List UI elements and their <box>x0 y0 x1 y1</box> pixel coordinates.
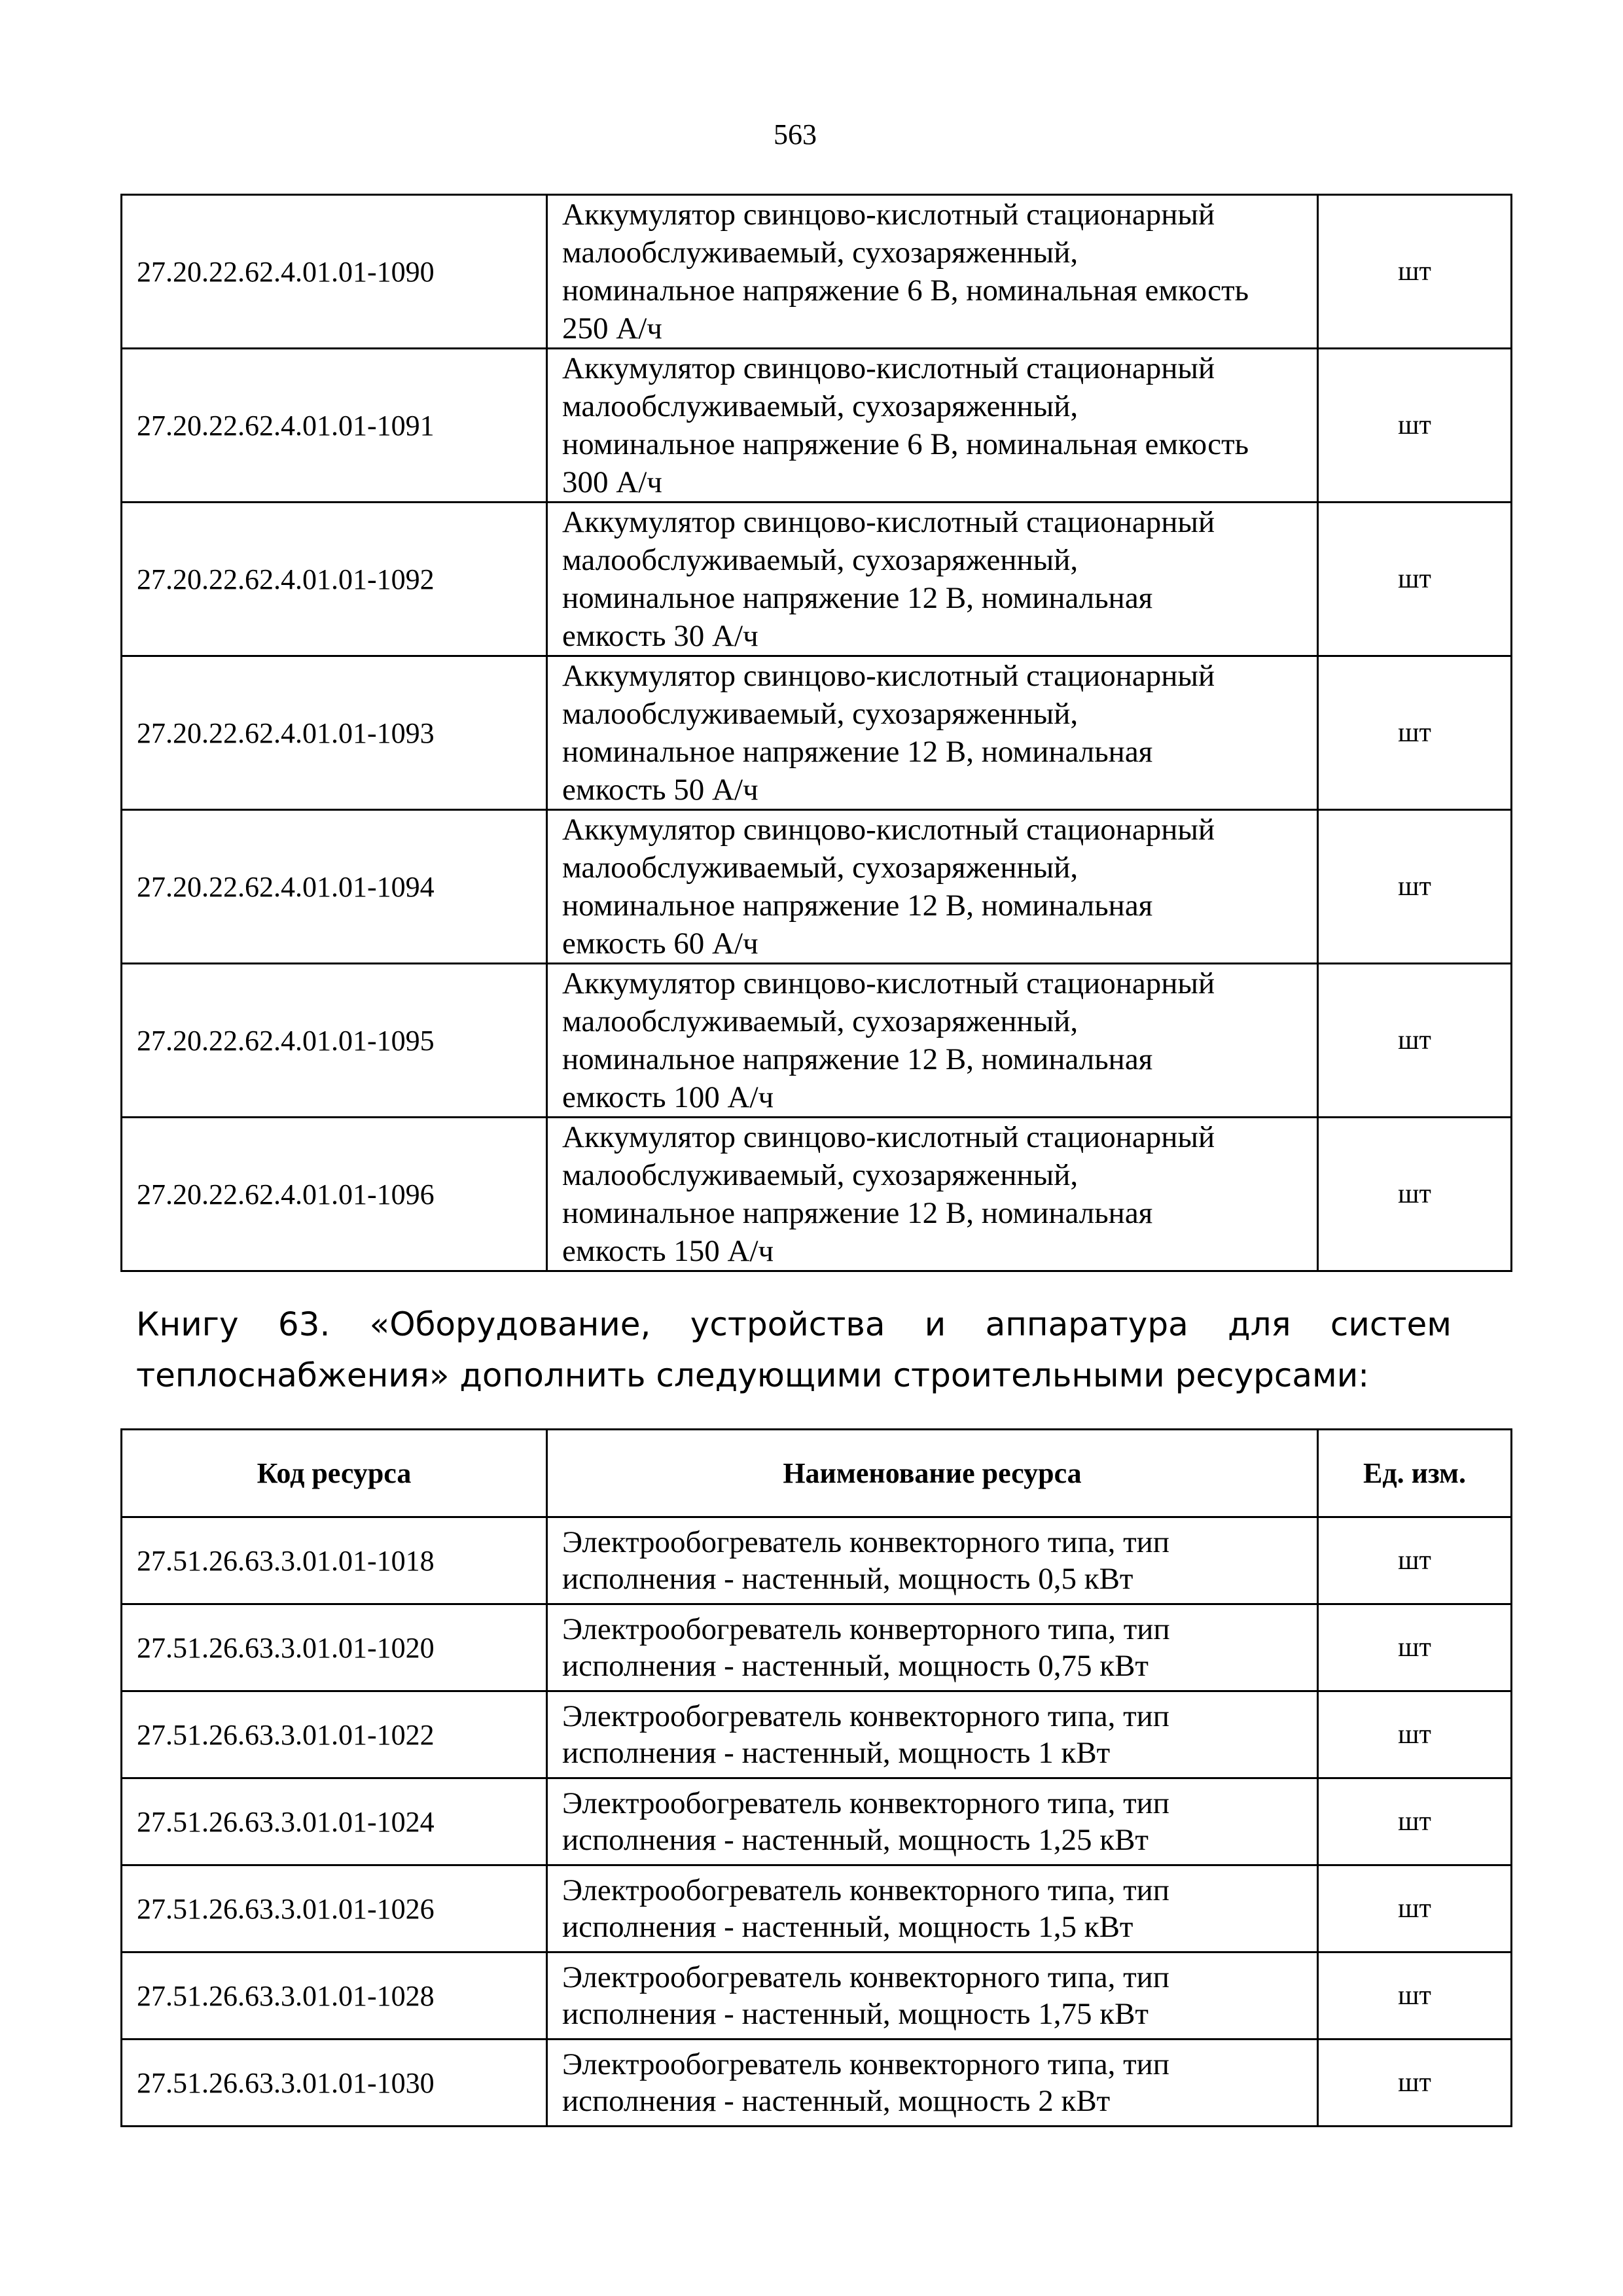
table-row <box>122 810 1512 964</box>
resource-name-line: номинальное напряжение 12 В, номинальная <box>562 1042 1153 1076</box>
resource-name-line: Аккумулятор свинцово-кислотный стационарный <box>562 813 1215 847</box>
header-resource-code: Код ресурса <box>122 1430 547 1517</box>
resource-name-cell <box>547 810 1318 964</box>
resource-code-cell: 27.51.26.63.3.01.01-1026 <box>122 1865 547 1952</box>
resource-name-line: малообслуживаемый, сухозаряженный, <box>562 1158 1079 1192</box>
resource-code-cell: 27.20.22.62.4.01.01-1094 <box>122 810 547 964</box>
resource-name-line: Электрообогреватель конвекторного типа, тип <box>562 1873 1169 1907</box>
resource-name-line: емкость 100 А/ч <box>562 1080 774 1114</box>
resource-name-line: Электрообогреватель конвекторного типа, тип <box>562 1786 1169 1820</box>
header-unit: Ед. изм. <box>1318 1430 1512 1517</box>
resource-code-cell: 27.20.22.62.4.01.01-1091 <box>122 349 547 503</box>
book-63-instruction <box>136 1299 1452 1401</box>
resource-name-cell <box>547 1118 1318 1271</box>
unit-cell: шт <box>1318 1778 1512 1865</box>
resource-code-cell: 27.20.22.62.4.01.01-1096 <box>122 1118 547 1271</box>
resource-name-line: номинальное напряжение 12 В, номинальная <box>562 889 1153 923</box>
resource-name-cell <box>547 1778 1318 1865</box>
resource-name-line: исполнения - настенный, мощность 1,25 кВт <box>562 1823 1149 1857</box>
resource-name-line: 250 А/ч <box>562 311 662 345</box>
resources-table-book-63 <box>120 1428 1512 2127</box>
resource-name-line: исполнения - настенный, мощность 1,5 кВт <box>562 1910 1133 1944</box>
table-row <box>122 1952 1512 2040</box>
resource-name-line: Аккумулятор свинцово-кислотный стационарный <box>562 351 1215 385</box>
resource-code-cell: 27.20.22.62.4.01.01-1095 <box>122 964 547 1118</box>
resource-name-line: Электрообогреватель конвекторного типа, тип <box>562 2047 1169 2081</box>
resource-name-cell <box>547 964 1318 1118</box>
book-63-instruction-line1: Книгу 63. «Оборудование, устройства и аппаратура для систем <box>136 1305 1452 1343</box>
resource-name-line: малообслуживаемый, сухозаряженный, <box>562 543 1079 577</box>
resource-name-line: малообслуживаемый, сухозаряженный, <box>562 851 1079 885</box>
table-row <box>122 1118 1512 1271</box>
table-row <box>122 503 1512 656</box>
resource-code-cell: 27.20.22.62.4.01.01-1093 <box>122 656 547 810</box>
resource-name-cell <box>547 503 1318 656</box>
resource-name-line: Аккумулятор свинцово-кислотный стационарный <box>562 659 1215 693</box>
unit-cell: шт <box>1318 1604 1512 1691</box>
table-row <box>122 1517 1512 1604</box>
resource-name-line: 300 А/ч <box>562 465 662 499</box>
resource-name-line: номинальное напряжение 12 В, номинальная <box>562 1196 1153 1230</box>
resource-name-line: исполнения - настенный, мощность 2 кВт <box>562 2084 1111 2118</box>
resource-name-line: емкость 150 А/ч <box>562 1234 774 1268</box>
unit-cell: шт <box>1318 810 1512 964</box>
resource-name-line: малообслуживаемый, сухозаряженный, <box>562 697 1079 731</box>
unit-cell: шт <box>1318 503 1512 656</box>
unit-cell: шт <box>1318 195 1512 349</box>
resource-name-line: емкость 50 А/ч <box>562 773 758 807</box>
resource-name-line: номинальное напряжение 12 В, номинальная <box>562 735 1153 769</box>
resource-name-line: Электрообогреватель конверторного типа, тип <box>562 1612 1170 1646</box>
resource-name-cell <box>547 195 1318 349</box>
resource-name-line: емкость 60 А/ч <box>562 927 758 961</box>
resource-code-cell: 27.51.26.63.3.01.01-1018 <box>122 1517 547 1604</box>
table-row <box>122 1865 1512 1952</box>
table-row <box>122 1778 1512 1865</box>
resource-name-line: исполнения - настенный, мощность 0,75 кВт <box>562 1649 1149 1683</box>
table-row <box>122 349 1512 503</box>
resource-code-cell: 27.51.26.63.3.01.01-1030 <box>122 2040 547 2127</box>
resource-name-line: исполнения - настенный, мощность 1 кВт <box>562 1736 1111 1770</box>
table-header-row <box>122 1430 1512 1517</box>
resource-code-cell: 27.51.26.63.3.01.01-1020 <box>122 1604 547 1691</box>
resource-name-line: малообслуживаемый, сухозаряженный, <box>562 1004 1079 1038</box>
resource-code-cell: 27.51.26.63.3.01.01-1024 <box>122 1778 547 1865</box>
resource-name-line: малообслуживаемый, сухозаряженный, <box>562 389 1079 423</box>
resource-code-cell: 27.20.22.62.4.01.01-1090 <box>122 195 547 349</box>
unit-cell: шт <box>1318 1691 1512 1778</box>
resource-name-cell <box>547 349 1318 503</box>
resource-name-line: Электрообогреватель конвекторного типа, тип <box>562 1960 1169 1994</box>
resource-name-line: Электрообогреватель конвекторного типа, тип <box>562 1525 1169 1559</box>
table-row <box>122 195 1512 349</box>
resource-name-cell <box>547 1865 1318 1952</box>
page-number: 563 <box>774 118 817 150</box>
unit-cell: шт <box>1318 2040 1512 2127</box>
resource-name-line: номинальное напряжение 6 В, номинальная емкость <box>562 274 1249 308</box>
resource-name-cell <box>547 1604 1318 1691</box>
resources-table-book-continued <box>120 194 1512 1272</box>
resource-name-cell <box>547 656 1318 810</box>
unit-cell: шт <box>1318 349 1512 503</box>
book-63-instruction-line2: теплоснабжения» дополнить следующими строительными ресурсами: <box>136 1356 1370 1394</box>
unit-cell: шт <box>1318 1865 1512 1952</box>
unit-cell: шт <box>1318 1517 1512 1604</box>
unit-cell: шт <box>1318 1952 1512 2040</box>
resource-name-line: Аккумулятор свинцово-кислотный стационарный <box>562 1120 1215 1154</box>
table-row <box>122 656 1512 810</box>
resource-name-line: Аккумулятор свинцово-кислотный стационарный <box>562 198 1215 232</box>
resource-code-cell: 27.20.22.62.4.01.01-1092 <box>122 503 547 656</box>
resource-name-line: номинальное напряжение 6 В, номинальная емкость <box>562 427 1249 461</box>
resource-code-cell: 27.51.26.63.3.01.01-1022 <box>122 1691 547 1778</box>
resource-name-line: Аккумулятор свинцово-кислотный стационарный <box>562 505 1215 539</box>
unit-cell: шт <box>1318 964 1512 1118</box>
table-row <box>122 1604 1512 1691</box>
unit-cell: шт <box>1318 1118 1512 1271</box>
resource-name-line: Аккумулятор свинцово-кислотный стационарный <box>562 966 1215 1000</box>
table-row <box>122 1691 1512 1778</box>
header-resource-name: Наименование ресурса <box>547 1430 1318 1517</box>
resource-code-cell: 27.51.26.63.3.01.01-1028 <box>122 1952 547 2040</box>
resource-name-line: исполнения - настенный, мощность 0,5 кВт <box>562 1562 1133 1596</box>
table-row <box>122 964 1512 1118</box>
resource-name-cell <box>547 1517 1318 1604</box>
resource-name-cell <box>547 2040 1318 2127</box>
resource-name-cell <box>547 1691 1318 1778</box>
resource-name-line: номинальное напряжение 12 В, номинальная <box>562 581 1153 615</box>
resource-name-line: малообслуживаемый, сухозаряженный, <box>562 236 1079 270</box>
resource-name-line: Электрообогреватель конвекторного типа, тип <box>562 1699 1169 1733</box>
resource-name-line: исполнения - настенный, мощность 1,75 кВт <box>562 1997 1149 2031</box>
unit-cell: шт <box>1318 656 1512 810</box>
table-row <box>122 2040 1512 2127</box>
resource-name-line: емкость 30 А/ч <box>562 619 758 653</box>
resource-name-cell <box>547 1952 1318 2040</box>
